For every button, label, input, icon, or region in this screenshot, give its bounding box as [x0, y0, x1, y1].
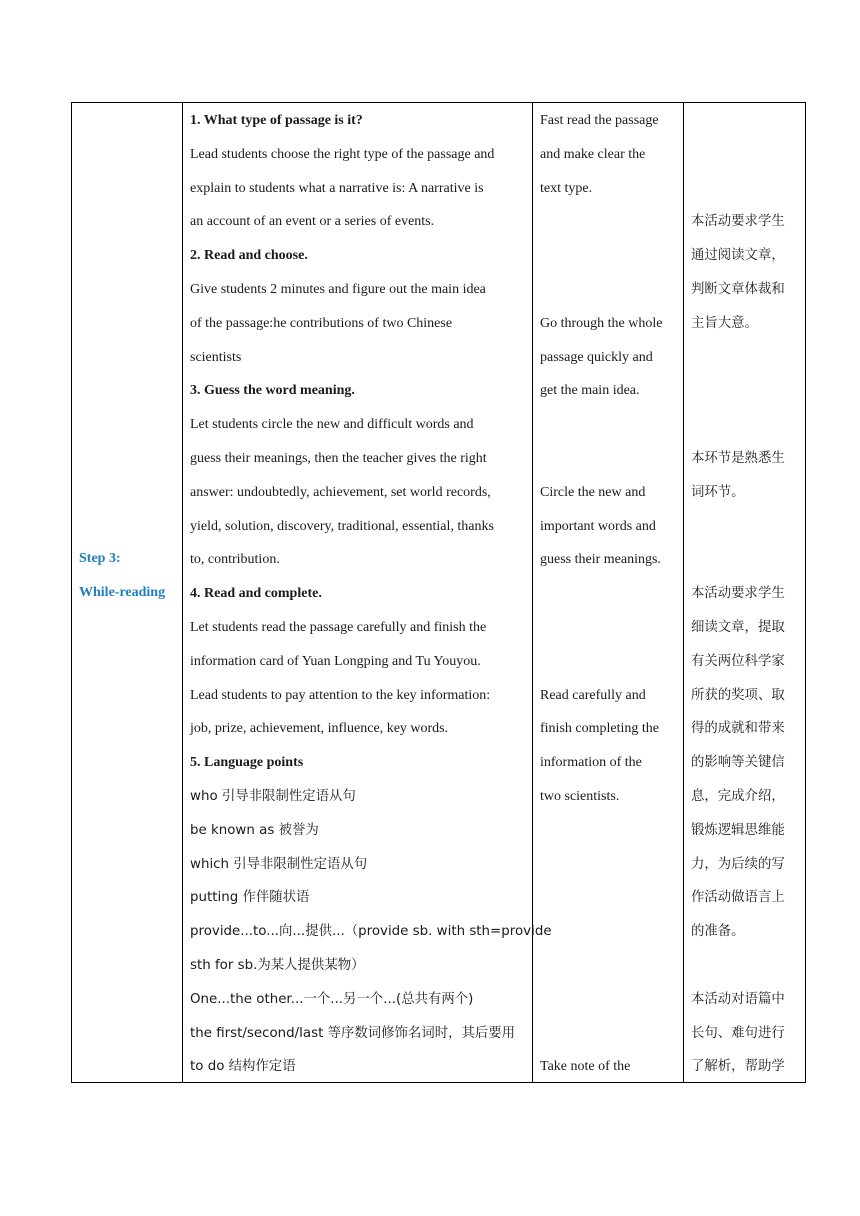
- column-divider: [182, 103, 183, 1082]
- student-activity-text: Fast read the passage: [540, 113, 659, 128]
- activity-text: putting 作伴随状语: [190, 890, 310, 906]
- activity-heading: 3. Guess the word meaning.: [190, 383, 355, 399]
- activity-text: provide...to...向...提供...（provide sb. with sth=provide: [190, 924, 552, 940]
- activity-text: of the passage:he contributions of two Chinese: [190, 315, 453, 331]
- activity-text: scientists: [190, 349, 242, 365]
- student-activity-text: Read carefully and: [540, 687, 646, 703]
- student-activity-text: guess their meanings.: [540, 552, 661, 568]
- activity-text: One...the other...一个...另一个...(总共有两个): [190, 991, 474, 1007]
- student-activity-text: Go through the whole: [540, 315, 663, 331]
- activity-text: explain to students what a narrative is: A narrative is: [190, 180, 484, 196]
- student-activity-text: important words and: [540, 518, 656, 534]
- activity-text: sth for sb.为某人提供某物）: [190, 958, 365, 973]
- activity-text: be known as 被誉为: [190, 822, 319, 838]
- activity-text: guess their meanings, then the teacher gives the right: [190, 451, 487, 466]
- student-activity-text: text type.: [540, 180, 593, 196]
- student-activity-text: Take note of the: [540, 1059, 631, 1075]
- purpose-text: 息，完成介绍，: [691, 789, 785, 804]
- purpose-text: 得的成就和带来: [691, 721, 785, 737]
- purpose-text: 有关两位科学家: [691, 653, 785, 669]
- purpose-text: 本环节是熟悉生: [691, 451, 785, 466]
- purpose-text: 了解析，帮助学: [691, 1059, 785, 1075]
- student-activity-text: get the main idea.: [540, 383, 640, 399]
- activity-text: an account of an event or a series of events.: [190, 214, 435, 230]
- activity-heading: 4. Read and complete.: [190, 586, 322, 602]
- activity-heading: 1. What type of passage is it?: [190, 113, 363, 128]
- purpose-text: 细读文章，提取: [691, 620, 785, 635]
- purpose-text: 词环节。: [691, 484, 745, 500]
- purpose-text: 通过阅读文章，: [691, 248, 785, 264]
- purpose-text: 主旨大意。: [691, 315, 758, 331]
- teacher-activities-cell: [190, 103, 552, 1082]
- activity-text: the first/second/last 等序数词修饰名词时，其后要用: [190, 1025, 516, 1041]
- lesson-plan-table: [71, 102, 806, 1083]
- activity-text: information card of Yuan Longping and Tu Youyou.: [190, 653, 481, 669]
- purpose-text: 的影响等关键信: [691, 755, 785, 771]
- activity-text: Let students read the passage carefully and finish the: [190, 620, 487, 635]
- activity-heading: 5. Language points: [190, 755, 304, 771]
- activity-text: Give students 2 minutes and figure out the main idea: [190, 282, 486, 297]
- column-divider: [683, 103, 684, 1082]
- student-activity-text: finish completing the: [540, 721, 659, 737]
- activity-text: which 引导非限制性定语从句: [190, 856, 368, 872]
- activity-heading: 2. Read and choose.: [190, 248, 308, 264]
- purpose-text: 本活动对语篇中: [691, 991, 785, 1007]
- activity-text: who 引导非限制性定语从句: [190, 789, 356, 804]
- step-number: Step 3:: [79, 551, 121, 566]
- step-cell: [79, 103, 179, 1082]
- student-activity-text: and make clear the: [540, 146, 646, 162]
- activity-text: answer: undoubtedly, achievement, set world records,: [190, 484, 491, 500]
- activity-text: Lead students to pay attention to the key information:: [190, 687, 491, 703]
- purpose-text: 力，为后续的写: [691, 856, 785, 872]
- purpose-text: 长句、难句进行: [691, 1025, 785, 1041]
- activity-text: to do 结构作定语: [190, 1059, 296, 1075]
- activity-text: job, prize, achievement, influence, key words.: [190, 721, 449, 737]
- purpose-text: 所获的奖项、取: [691, 687, 785, 703]
- activity-text: to, contribution.: [190, 552, 280, 568]
- activity-text: Lead students choose the right type of the passage and: [190, 146, 495, 162]
- student-activity-text: two scientists.: [540, 789, 620, 804]
- purpose-text: 本活动要求学生: [691, 586, 785, 602]
- student-activities-cell: [540, 103, 680, 1082]
- purpose-text: 的准备。: [691, 924, 745, 940]
- purpose-text: 锻炼逻辑思维能: [691, 822, 785, 838]
- activity-purpose-cell: [691, 103, 803, 1082]
- purpose-text: 作活动做语言上: [691, 890, 785, 906]
- student-activity-text: information of the: [540, 755, 642, 771]
- step-name: While-reading: [79, 585, 166, 600]
- activity-text: yield, solution, discovery, traditional, essential, thanks: [190, 518, 494, 534]
- purpose-text: 本活动要求学生: [691, 214, 785, 230]
- activity-text: Let students circle the new and difficult words and: [190, 417, 474, 433]
- purpose-text: 判断文章体裁和: [691, 282, 785, 297]
- student-activity-text: Circle the new and: [540, 484, 646, 500]
- student-activity-text: passage quickly and: [540, 349, 653, 365]
